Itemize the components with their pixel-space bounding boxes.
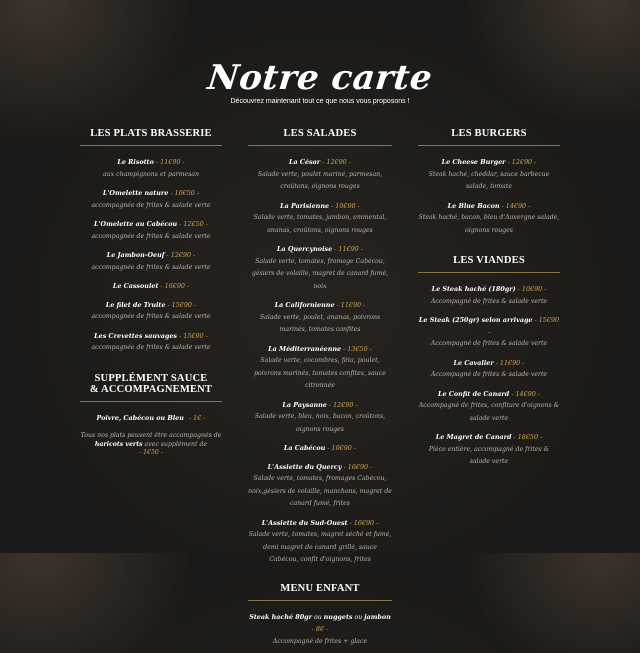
list-item <box>248 242 392 291</box>
note-price: - 1€50 - <box>139 449 163 456</box>
list-item <box>418 199 560 236</box>
column-left <box>80 128 222 458</box>
item-price-value: 14€90 <box>515 389 536 398</box>
item-description: accompagnée de frites & salade verte <box>91 263 211 271</box>
item-name: Le Steak (250gr) selon arrivage <box>418 316 533 324</box>
item-price-value: 14€90 <box>505 201 527 210</box>
note-text-2: avec supplément de <box>142 440 208 448</box>
item-price-value: 10€90 <box>521 285 543 293</box>
item-price: - 11€90 - <box>332 245 363 253</box>
item-price-value: 12€90 <box>170 251 192 259</box>
item-price-value: 12€90 <box>326 158 347 166</box>
item-price-value: 16€90 <box>164 282 185 290</box>
item-price-value: 1€ <box>193 413 202 422</box>
item-description: Salade verte, cocombres, féta, poulet, poivrons marinés, tomates confites, sauce citronnée <box>254 357 386 389</box>
item-name: Les Crevettes sauvages <box>94 331 178 340</box>
item-description: Accompagné de frites & salade verte <box>430 340 548 347</box>
list-item <box>418 282 560 306</box>
item-price: - 8€ - <box>311 625 329 633</box>
item-name: Le Cavalier <box>453 358 494 367</box>
section-title-supplement <box>80 373 222 402</box>
item-price-value: 15€90 <box>183 331 204 340</box>
item-description: Salade verte, tomates, jambon, emmental, ananas, croûtons, oignons rouges <box>253 214 387 234</box>
item-price-value: 8€ <box>315 625 325 633</box>
list-item <box>80 279 222 291</box>
item-price-value: 11€90 <box>499 358 521 367</box>
item-name: L'Omelette nature <box>102 189 169 197</box>
item-price-value: 11€90 <box>338 245 359 253</box>
item-price-value: 13€50 <box>347 344 368 353</box>
item-price: - 12€50 - <box>177 220 208 228</box>
item-price: - 10€90 - <box>515 285 547 293</box>
list-item <box>248 199 392 236</box>
note-text-1: Tous nos plats peuvent être accompagnés de <box>80 432 222 439</box>
item-price: - 10€50 - <box>168 189 200 197</box>
item-name: L'Omelette au Cabécou <box>94 220 178 228</box>
section-title-salades: LES SALADES <box>248 128 392 146</box>
item-description: aux champignons et parmesan <box>103 170 199 178</box>
item-price: - 15€90 - <box>177 331 208 340</box>
list-item <box>248 155 392 192</box>
section-title-menu-enfant: MENU ENFANT <box>248 583 392 601</box>
supplement-note <box>80 432 222 458</box>
item-price: - 12€90 - <box>320 158 351 166</box>
section-title-burgers: LES BURGERS <box>418 128 560 146</box>
item-price: - 10€90 - <box>325 444 357 452</box>
item-description: Pièce entière, accompagné de frites & salade verte <box>428 445 550 465</box>
item-name: Le Risotto <box>117 158 154 166</box>
item-price: - 11€90 - <box>334 301 366 309</box>
salades-list <box>248 155 392 565</box>
list-item <box>418 313 560 349</box>
item-price-value: 18€50 <box>517 433 539 441</box>
item-name: La Paysanne <box>282 400 327 409</box>
item-name: La Cabécou <box>283 444 326 452</box>
item-name: La César <box>289 158 321 166</box>
item-price: - 14€90 - <box>499 201 531 210</box>
section-title-viandes: LES VIANDES <box>418 255 560 273</box>
item-name: La Quercynoise <box>277 245 333 253</box>
item-price-value: 10€90 <box>331 444 352 452</box>
list-item <box>248 298 392 335</box>
column-right <box>418 128 560 474</box>
item-name: La Californienne <box>274 301 335 309</box>
item-price: - 16€90 - <box>347 518 379 527</box>
item-description: Salade verte, poulet mariné, parmesan, croûtons, oignons rouges <box>257 170 383 190</box>
item-price: - 12€90 - <box>326 400 358 409</box>
item-name: L'Assiette du Quercy <box>267 462 342 471</box>
item-price-value: 10€90 <box>335 201 356 210</box>
page-subtitle: Découvrez maintenant tout ce que nous vous proposons ! <box>230 98 410 105</box>
item-name: Le Cassoulet <box>112 282 159 290</box>
item-price-value: 12€90 <box>333 400 354 409</box>
item-name: L'Assiette du Sud-Ouest <box>261 518 348 527</box>
list-item <box>418 430 560 467</box>
viandes-list <box>418 282 560 467</box>
item-description: Salade verte, tomates, fromages Cabécou, noix,gésiers de volaille, manchons, magret de canard fumé, frites <box>248 475 392 507</box>
item-price: - 1€ - <box>188 413 206 422</box>
item-price: - 11€90 - <box>493 358 525 367</box>
list-item <box>418 155 560 192</box>
item-or: ou <box>312 613 324 621</box>
item-description: Accompagné de frites & salade verte <box>430 297 548 305</box>
list-item <box>80 248 222 272</box>
item-price-value: 12€50 <box>183 220 204 228</box>
item-name: Steak haché 80gr <box>249 612 312 621</box>
list-item <box>248 441 392 453</box>
page-title: Notre carte <box>205 58 435 98</box>
item-description: accompagnée de frites & salade verte <box>91 201 211 209</box>
item-price: - 14€90 - <box>509 389 540 398</box>
item-name: nuggets <box>323 612 353 621</box>
section-title-plats-brasserie: LES PLATS BRASSERIE <box>80 128 222 146</box>
item-price: - 16€90 - <box>341 462 373 471</box>
supplement-title-line1: SUPPLÉMENT SAUCE <box>94 372 208 384</box>
item-price: - 15€90 - <box>165 300 197 309</box>
item-description: Steak haché, bacon, bleu d'Auvergne salade, oignons rouges <box>418 214 560 234</box>
item-price: - 16€90 - <box>158 282 190 290</box>
item-price: - 12€90 - <box>505 158 537 166</box>
item-name: Le Magret de Canard <box>435 433 512 441</box>
item-description: accompagnée de frites & salade verte <box>91 313 211 320</box>
item-name: La Méditerranéenne <box>268 344 342 353</box>
plats-brasserie-list <box>80 155 222 353</box>
item-name: La Parisienne <box>280 201 330 210</box>
item-price-value: 10€50 <box>174 189 195 197</box>
item-description: Salade verte, bleu, noix, bacon, croûtons, oignons rouges <box>254 413 386 433</box>
item-description: Salade verte, poulet, ananas, poivrons marinés, tomates confites <box>259 313 381 333</box>
list-item <box>80 217 222 241</box>
column-middle <box>248 128 392 653</box>
item-price-value: 16€90 <box>353 518 375 527</box>
list-item <box>80 155 222 179</box>
list-item <box>248 342 392 391</box>
item-price: - 18€50 - <box>511 433 543 441</box>
item-price-value: 16€90 <box>347 462 369 471</box>
note-price-value: 1€50 <box>143 449 159 456</box>
item-price-value: 15€90 <box>538 316 560 324</box>
list-item <box>418 387 560 424</box>
item-name: Le Blue Bacon <box>447 201 500 210</box>
item-price: - 11€90 - <box>153 158 185 166</box>
item-description: Steak haché, cheddar, sauce barbecue salade, tomate <box>428 170 550 190</box>
item-price: - 12€90 - <box>164 251 196 259</box>
list-item <box>248 610 392 647</box>
list-item <box>248 516 392 565</box>
item-description: Accompagné de frites & salade verte <box>430 371 548 378</box>
item-name: Le Steak haché (180gr) <box>431 285 516 293</box>
item-price-value: 11€90 <box>340 301 362 309</box>
item-price-value: 11€90 <box>160 158 181 166</box>
burgers-list <box>418 155 560 235</box>
item-description: Accompagné de frites, confiture d'oignons & salade verte <box>418 402 560 422</box>
item-name: Le Confit de Canard <box>438 389 510 398</box>
list-item <box>80 186 222 210</box>
item-name: Le Cheese Burger <box>441 158 506 166</box>
list-item <box>80 329 222 353</box>
item-description: Salade verte, tomates, fromage Cabécou, gésiers de volaille, magret de canard fumé, noix <box>251 257 389 290</box>
list-item <box>418 356 560 380</box>
list-item <box>80 411 222 423</box>
item-description: Accompagné de frites + glace <box>272 637 368 645</box>
item-name: jambon <box>364 612 391 621</box>
item-price-value: 15€90 <box>171 300 192 309</box>
item-name: Poivre, Cabécou ou Bleu <box>96 413 184 422</box>
item-description: accompagnée de frites & salade verte <box>91 344 211 351</box>
item-price: - 13€50 - <box>341 344 372 353</box>
item-name: Le filet de Truite <box>105 300 166 309</box>
item-name: Le Jambon-Oeuf <box>106 251 165 259</box>
list-item <box>248 460 392 509</box>
supplement-title-line2: & ACCOMPAGNEMENT <box>89 383 213 395</box>
item-price: - 15€90 - <box>487 316 560 336</box>
list-item <box>80 298 222 322</box>
item-price-value: 12€90 <box>511 158 533 166</box>
item-description: accompagnée de frites & salade verte <box>91 232 211 240</box>
item-or: ou <box>352 613 365 621</box>
note-bold: haricots verts <box>94 440 143 448</box>
item-price: - 10€90 - <box>329 201 360 210</box>
item-description: Salade verte, tomates, magret séché et fumé, demi magret de canard grillé, sauce Cabécou, confit d'oignons, frites <box>248 531 392 563</box>
list-item <box>248 398 392 435</box>
